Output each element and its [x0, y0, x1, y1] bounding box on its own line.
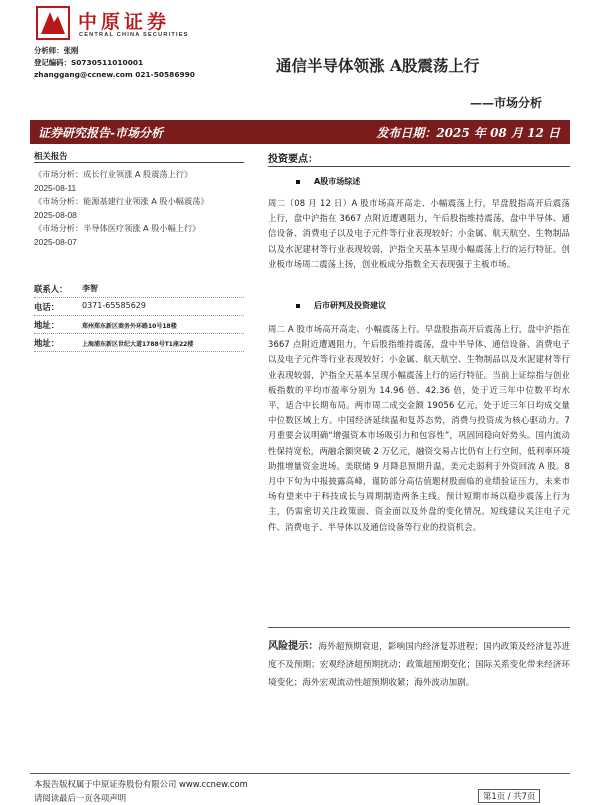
contact-table: [34, 280, 244, 352]
report-type: 证券研究报告-市场分析: [38, 126, 163, 140]
risk-label: 风险提示：: [268, 641, 319, 652]
outlook-text: 周二 A 股市场高开高走、小幅震荡上行。早盘股指高开后震荡上行，盘中沪指在 3667 点附近遭遇阻力，午后股指维持震荡，盘中半导体、通信设备、消费电子以及电子元件等行业表现较好；小金属、航天航空、生物制品以及水泥建材等行业表现较弱，沪指全天基本呈现小幅震荡上行的运行特征。当前上证综指与创业板指数的平均市盈率分别为 14.96 倍、42.36 倍，处于近三年中位数平均水平，适合中长期布局。两市周二成交金额 19056 亿元，处于近三年日均成交量中位数区域上方。中国经济延续温和复苏态势，消费与投资成为核心驱动力。7 月重要会议明确“增强资本市场吸引力和包容性”，巩固回稳向好势头。国内流动性保持宽松，两融余额突破 2 万亿元，融资交易占比仍有上行空间，低利率环境助推增量资金进场。美联储 9 月降息预期升温，美元走弱利于外资回流 A 股。8 月中下旬为中报披露高峰，谨防部分高估值题材股面临的业绩验证压力，未来市场有望来中于科技成长与周期制造两条主线。预计短期市场以稳步震荡上行为主，仍需密切关注政策面、资金面以及外盘的变化情况。短线建议关注电子元件、消费电子、半导体以及通信设备等行业的投资机会。: [268, 324, 570, 532]
risk-text: 海外超预期衰退，影响国内经济复苏进程；国内政策及经济复苏进度不及预期；宏观经济超预期扰动；政策超预期变化；国际关系变化带来经济环境变化；海外宏观流动性超预期收紧；海外波动加剧。: [268, 642, 570, 688]
bullet-icon: [296, 304, 300, 308]
contact-row: [34, 298, 244, 316]
contact-row: [34, 316, 244, 334]
bullet-icon: [296, 180, 300, 184]
risk-warning: [268, 638, 570, 692]
market-summary-text: 周二（08 月 12 日）A 股市场高开高走、小幅震荡上行，早盘股指高开后震荡上行，盘中沪指在 3667 点附近遭遇阻力，午后股指维持震荡，盘中半导体、通信设备、消费电子以及电子元件等行业表现较好；小金属、航天航空、生物制品以及水泥建材等行业表现较弱，沪指全天基本呈现小幅震荡上行的运行特征。创业板市场周二震荡上扬，创业板成分指数全天表现强于主板市场。: [268, 198, 570, 269]
logo-text: 中原证券: [78, 11, 171, 33]
section-title: 后市研判及投资建议: [314, 301, 386, 310]
contact-row: [34, 334, 244, 352]
address-label: 地址：: [34, 320, 60, 330]
address-value: 郑州郑东新区商务外环路10号18楼: [82, 323, 177, 330]
registration-code: 登记编码：S0730511010001: [34, 58, 144, 67]
disclaimer-notice: 请阅读最后一页各项声明: [34, 793, 127, 803]
divider: [268, 166, 570, 167]
related-report[interactable]: [34, 195, 244, 222]
related-report-date: 2025-08-07: [34, 236, 77, 247]
page-number: 第1页 / 共7页: [478, 789, 540, 803]
analyst-name: 分析师：张刚: [34, 46, 79, 55]
related-report-title[interactable]: 《市场分析：能源基建行业领涨 A 股小幅震荡》: [34, 196, 209, 206]
phone-label: 电话：: [34, 302, 60, 312]
divider: [268, 627, 570, 628]
contact-row: [34, 280, 244, 298]
page-indicator: [478, 789, 540, 803]
address-label: 地址：: [34, 338, 60, 348]
section-heading: [296, 300, 386, 311]
related-report-date: 2025-08-08: [34, 209, 77, 220]
key-points-heading: 投资要点：: [268, 154, 318, 165]
logo-subtext: CENTRAL CHINA SECURITIES: [79, 32, 189, 38]
publish-date: 发布日期：2025 年 08 月 12 日: [376, 126, 560, 140]
related-report-title[interactable]: 《市场分析：半导体医疗领涨 A 股小幅上行》: [34, 223, 201, 233]
contact-person: 李智: [82, 284, 98, 293]
footer-notes: [34, 777, 248, 805]
related-report[interactable]: [34, 222, 244, 249]
related-report-date: 2025-08-11: [34, 182, 77, 193]
report-subtitle: ——市场分析: [470, 96, 543, 110]
footer-divider: [30, 773, 570, 774]
related-report-title[interactable]: 《市场分析：成长行业领涨 A 股震荡上行》: [34, 169, 193, 179]
logo-icon: [36, 6, 70, 40]
copyright-notice: 本报告版权属于中原证券股份有限公司 www.ccnew.com: [34, 779, 248, 789]
phone-value: 0371-65585629: [82, 301, 146, 310]
related-heading-wrap: [34, 150, 244, 162]
related-reports-list: [34, 168, 244, 249]
contact-person-label: 联系人：: [34, 284, 68, 294]
related-report[interactable]: [34, 168, 244, 195]
company-logo: [36, 6, 196, 44]
address-value: 上海浦东新区世纪大道1788号T1座22楼: [82, 341, 194, 348]
section-heading: [296, 176, 360, 187]
report-title: 通信半导体领涨 A股震荡上行: [276, 56, 480, 75]
related-reports-heading: 相关报告: [34, 151, 68, 161]
analyst-info: [34, 45, 195, 81]
analyst-contact: zhanggang@ccnew.com 021-50586990: [34, 70, 195, 79]
section-title: A股市场综述: [314, 177, 361, 186]
divider: [34, 162, 244, 163]
report-banner: [30, 120, 570, 144]
